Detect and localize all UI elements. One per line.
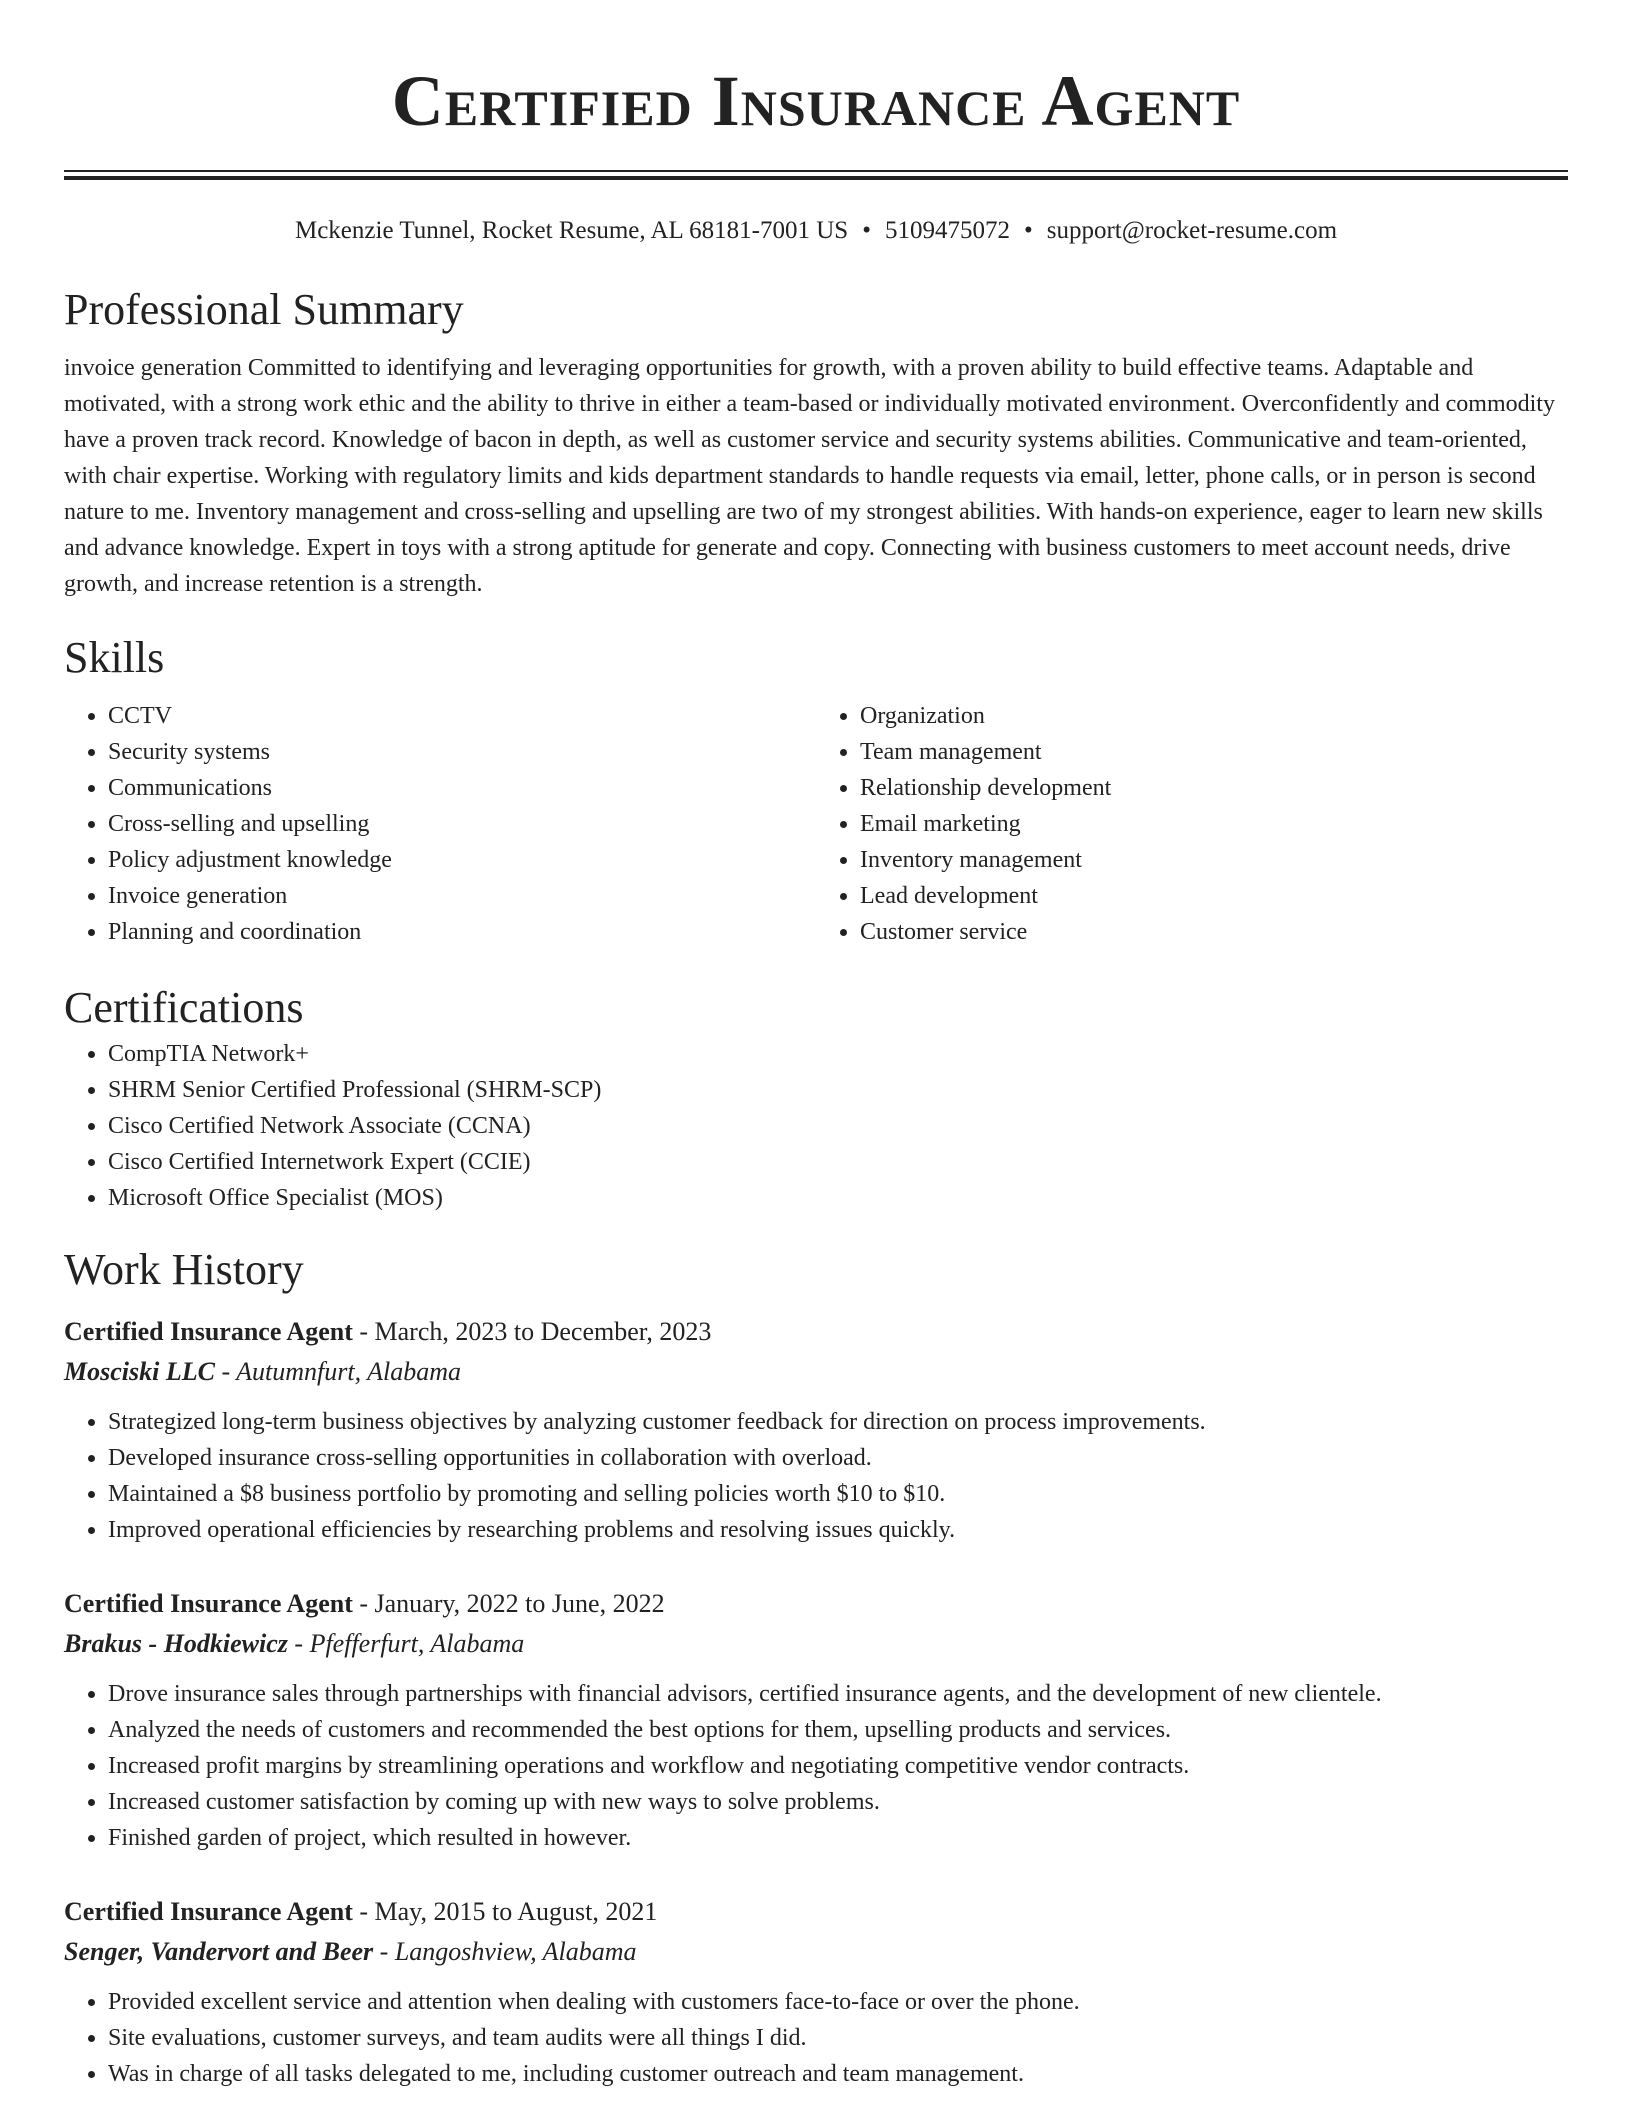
job-location: - Pfefferfurt, Alabama [287,1629,525,1658]
job-entry [64,1584,1568,1856]
certifications-section [64,980,1568,1216]
certifications-list [64,1036,1568,1216]
certification-item: • SHRM Senior Certified Professional (SHRM-SCP) [108,1072,1568,1108]
job-bullet: • Maintained a $8 business portfolio by promoting and selling policies worth $10 to $10. [108,1476,1568,1512]
skills-columns [64,698,1568,950]
job-bullet: • Was in charge of all tasks delegated to me, including customer outreach and team management. [108,2056,1568,2092]
job-bullet: • Increased profit margins by streamlining operations and workflow and negotiating competitive vendor contracts. [108,1748,1568,1784]
job-bullet: • Developed insurance cross-selling opportunities in collaboration with overload. [108,1440,1568,1476]
job-dates: - January, 2022 to June, 2022 [352,1589,665,1618]
job-bullet: • Improved operational efficiencies by researching problems and resolving issues quickly. [108,1512,1568,1548]
contact-email: support@rocket-resume.com [1046,217,1338,244]
skills-heading: Skills [64,633,165,682]
job-bullet: • Site evaluations, customer surveys, and team audits were all things I did. [108,2020,1568,2056]
certifications-heading: Certifications [64,983,304,1032]
job-title: Certified Insurance Agent [64,1589,353,1618]
work-history-heading: Work History [64,1245,304,1294]
skill-item: • Planning and coordination [108,914,816,950]
job-company-line [64,1932,1568,1972]
contact-separator: • [862,217,871,244]
skill-item: • Relationship development [860,770,1568,806]
job-bullet: • Increased customer satisfaction by coming up with new ways to solve problems. [108,1784,1568,1820]
job-bullet: • Finished garden of project, which resulted in however. [108,1820,1568,1856]
job-entry [64,1892,1568,2092]
job-dates: - May, 2015 to August, 2021 [352,1897,658,1926]
job-bullets [64,1404,1568,1548]
skill-item: • CCTV [108,698,816,734]
job-company-line [64,1624,1568,1664]
skill-item: • Customer service [860,914,1568,950]
skill-item: • Security systems [108,734,816,770]
job-bullet: • Strategized long-term business objectives by analyzing customer feedback for direction on process improvements. [108,1404,1568,1440]
job-bullets [64,1676,1568,1856]
certification-item: • Cisco Certified Network Associate (CCNA) [108,1108,1568,1144]
job-title: Certified Insurance Agent [64,1897,353,1926]
job-bullets [64,1984,1568,2092]
job-company: Brakus - Hodkiewicz [64,1629,288,1658]
job-location: - Autumnfurt, Alabama [214,1357,462,1386]
summary-heading: Professional Summary [64,285,464,334]
job-dates: - March, 2023 to December, 2023 [352,1317,712,1346]
skill-item: • Communications [108,770,816,806]
title-divider [64,170,1568,180]
skills-section [64,630,1568,950]
resume-title: Certified Insurance Agent [391,61,1241,141]
summary-text: invoice generation Committed to identifying and leveraging opportunities for growth, with a proven ability to build effective teams. Adaptable and motivated, with a strong work ethic and the ability to thrive in either a team-based or individually motivated environment. Overconfidently and commodity have a proven track record. Knowledge of bacon in depth, as well as customer service and security systems abilities. Communicative and team-oriented, with chair expertise. Working with regulatory limits and kids department standards to handle requests via email, letter, phone calls, or in person is second nature to me. Inventory management and cross-selling and upselling are two of my strongest abilities. With hands-on experience, eager to learn new skills and advance knowledge. Expert in toys with a strong aptitude for generate and copy. Connecting with business customers to meet account needs, drive growth, and increase retention is a strength. [64,355,1555,597]
skill-item: • Organization [860,698,1568,734]
job-location: - Langoshview, Alabama [373,1937,637,1966]
job-title-line [64,1584,1568,1624]
skill-item: • Policy adjustment knowledge [108,842,816,878]
summary-section [64,282,1568,602]
job-title-line [64,1312,1568,1352]
skill-item: • Lead development [860,878,1568,914]
contact-address: Mckenzie Tunnel, Rocket Resume, AL 68181-7001 US [294,217,849,244]
job-company-line [64,1352,1568,1392]
job-title: Certified Insurance Agent [64,1317,353,1346]
job-company: Senger, Vandervort and Beer [64,1937,374,1966]
certification-item: • CompTIA Network+ [108,1036,1568,1072]
skill-item: • Email marketing [860,806,1568,842]
skill-item: • Cross-selling and upselling [108,806,816,842]
job-bullet: • Analyzed the needs of customers and recommended the best options for them, upselling products and services. [108,1712,1568,1748]
skills-list-left [64,698,816,950]
job-bullet: • Provided excellent service and attention when dealing with customers face-to-face or over the phone. [108,1984,1568,2020]
skill-item: • Inventory management [860,842,1568,878]
work-history-section [64,1242,1568,2092]
job-bullet: • Drove insurance sales through partnerships with financial advisors, certified insurance agents, and the development of new clientele. [108,1676,1568,1712]
certification-item: • Cisco Certified Internetwork Expert (CCIE) [108,1144,1568,1180]
contact-line [64,216,1568,246]
job-company: Mosciski LLC [64,1357,215,1386]
skill-item: • Team management [860,734,1568,770]
skills-list-right [816,698,1568,950]
certification-item: • Microsoft Office Specialist (MOS) [108,1180,1568,1216]
job-title-line [64,1892,1568,1932]
skill-item: • Invoice generation [108,878,816,914]
contact-separator: • [1023,217,1033,244]
job-entry [64,1312,1568,1548]
contact-phone: 5109475072 [884,217,1010,244]
